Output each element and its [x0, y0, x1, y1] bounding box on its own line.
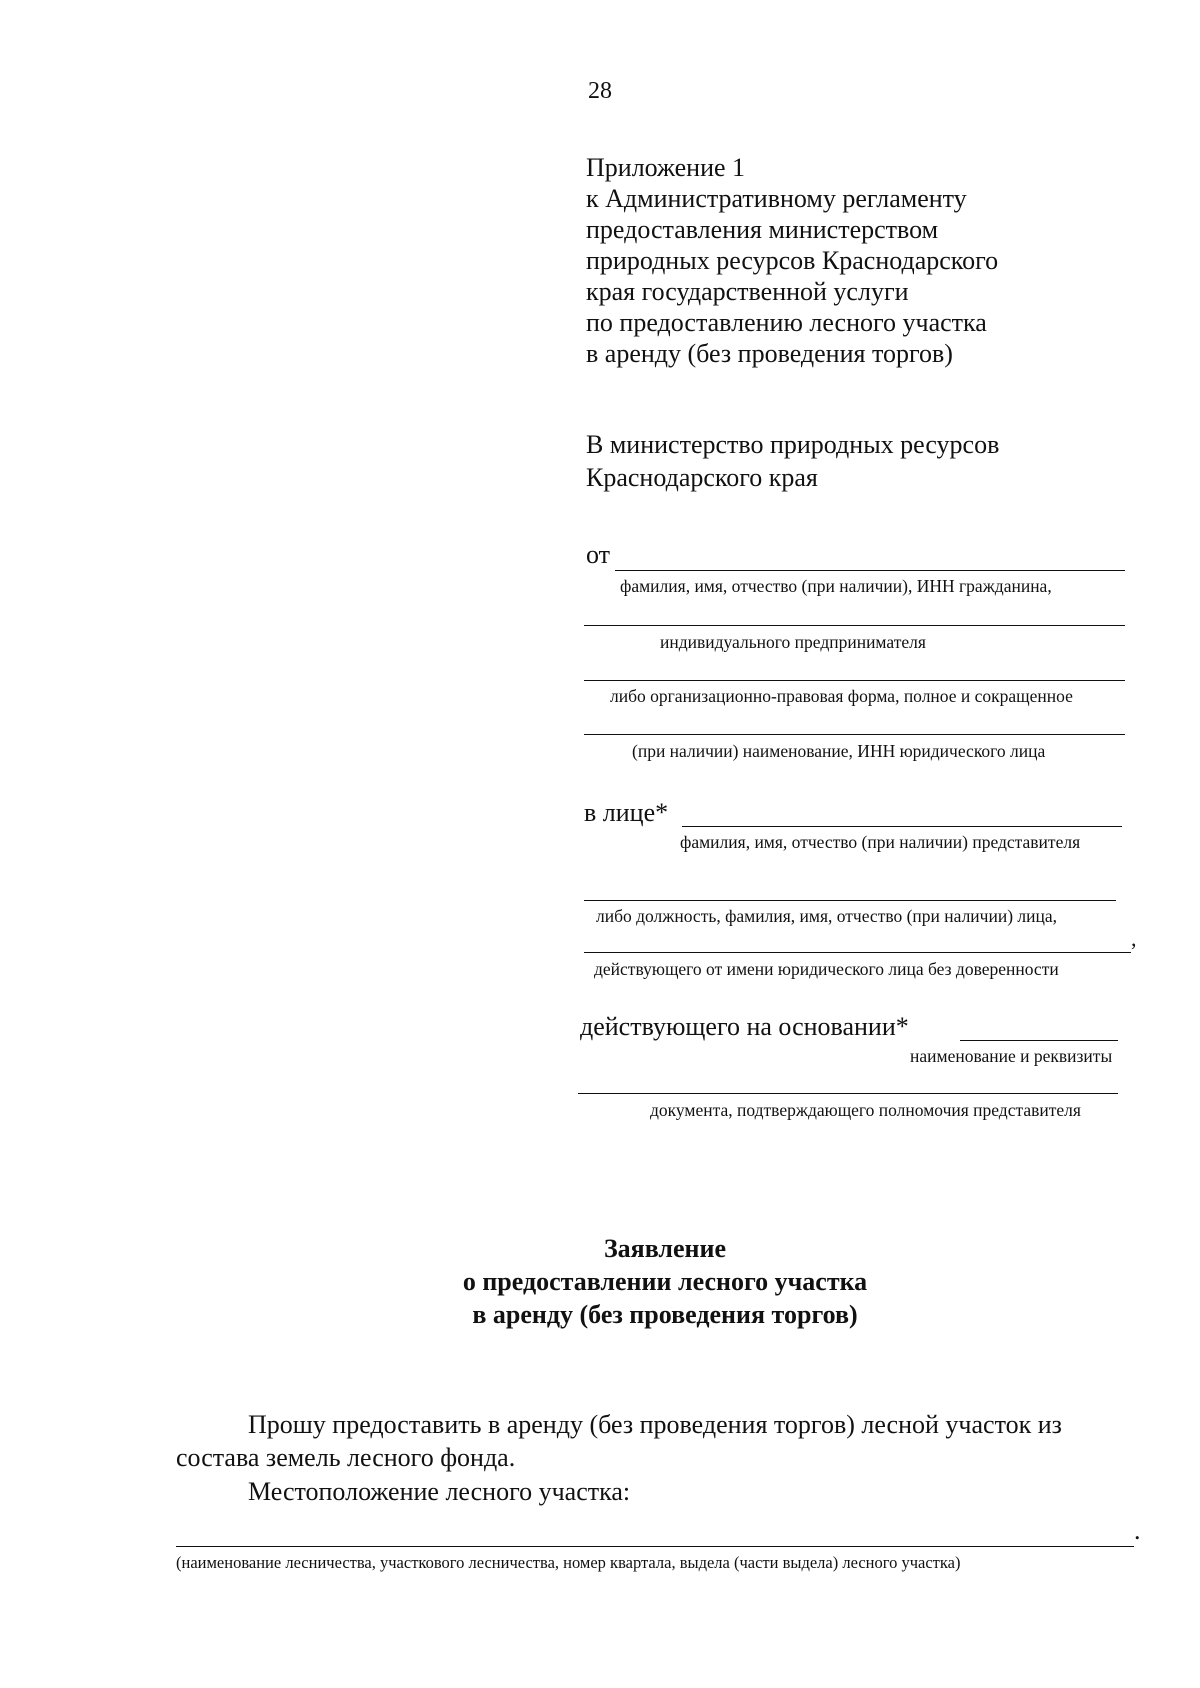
statement-title-line: Заявление	[603, 1234, 727, 1263]
statement-title-line: о предоставлении лесного участка	[462, 1267, 868, 1296]
representative-comma: ,	[1131, 926, 1137, 951]
location-fill-line[interactable]	[176, 1546, 1134, 1547]
appendix-line: в аренду (без проведения торгов)	[586, 339, 953, 368]
basis-caption: документа, подтверждающего полномочия представителя	[650, 1100, 1081, 1120]
from-fill-line[interactable]	[584, 734, 1125, 735]
representative-label: в лице*	[584, 798, 669, 827]
location-caption: (наименование лесничества, участкового лесничества, номер квартала, выдела (части выдела) лесного участка)	[176, 1553, 961, 1572]
from-caption: фамилия, имя, отчество (при наличии), ИНН гражданина,	[620, 576, 1052, 596]
from-caption: (при наличии) наименование, ИНН юридического лица	[632, 741, 1046, 761]
statement-title	[0, 1232, 1200, 1331]
page-number: 28	[588, 78, 612, 104]
statement-paragraph: Прошу предоставить в аренду (без проведения торгов) лесной участок из состава земель лесного фонда.	[176, 1410, 1062, 1472]
from-caption: индивидуального предпринимателя	[660, 632, 926, 652]
representative-caption: либо должность, фамилия, имя, отчество (при наличии) лица,	[596, 906, 1058, 926]
representative-fill-line[interactable]	[682, 826, 1122, 827]
appendix-header	[586, 152, 998, 369]
appendix-line: по предоставлению лесного участка	[586, 308, 987, 337]
representative-fill-line[interactable]	[584, 952, 1131, 953]
appendix-line: края государственной услуги	[586, 277, 909, 306]
appendix-line: природных ресурсов Краснодарского	[586, 246, 999, 275]
addressee	[586, 428, 999, 494]
basis-fill-line[interactable]	[960, 1040, 1118, 1041]
from-caption: либо организационно-правовая форма, полное и сокращенное	[610, 686, 1073, 706]
basis-fill-line[interactable]	[578, 1093, 1118, 1094]
appendix-line: Приложение 1	[586, 153, 746, 182]
from-fill-line[interactable]	[584, 680, 1125, 681]
appendix-line: к Административному регламенту	[586, 184, 967, 213]
basis-label: действующего на основании*	[580, 1012, 909, 1041]
addressee-line: В министерство природных ресурсов	[586, 430, 1000, 459]
statement-title-line: в аренду (без проведения торгов)	[472, 1300, 858, 1329]
representative-caption: фамилия, имя, отчество (при наличии) представителя	[680, 832, 1081, 852]
location-period: .	[1134, 1516, 1141, 1545]
from-label: от	[586, 540, 611, 569]
from-fill-line[interactable]	[615, 570, 1125, 571]
representative-fill-line[interactable]	[584, 900, 1116, 901]
appendix-line: предоставления министерством	[586, 215, 939, 244]
location-label: Местоположение лесного участка:	[248, 1477, 631, 1506]
basis-caption: наименование и реквизиты	[910, 1046, 1113, 1066]
addressee-line: Краснодарского края	[586, 463, 818, 492]
from-fill-line[interactable]	[584, 625, 1125, 626]
representative-caption: действующего от имени юридического лица без доверенности	[594, 959, 1059, 979]
